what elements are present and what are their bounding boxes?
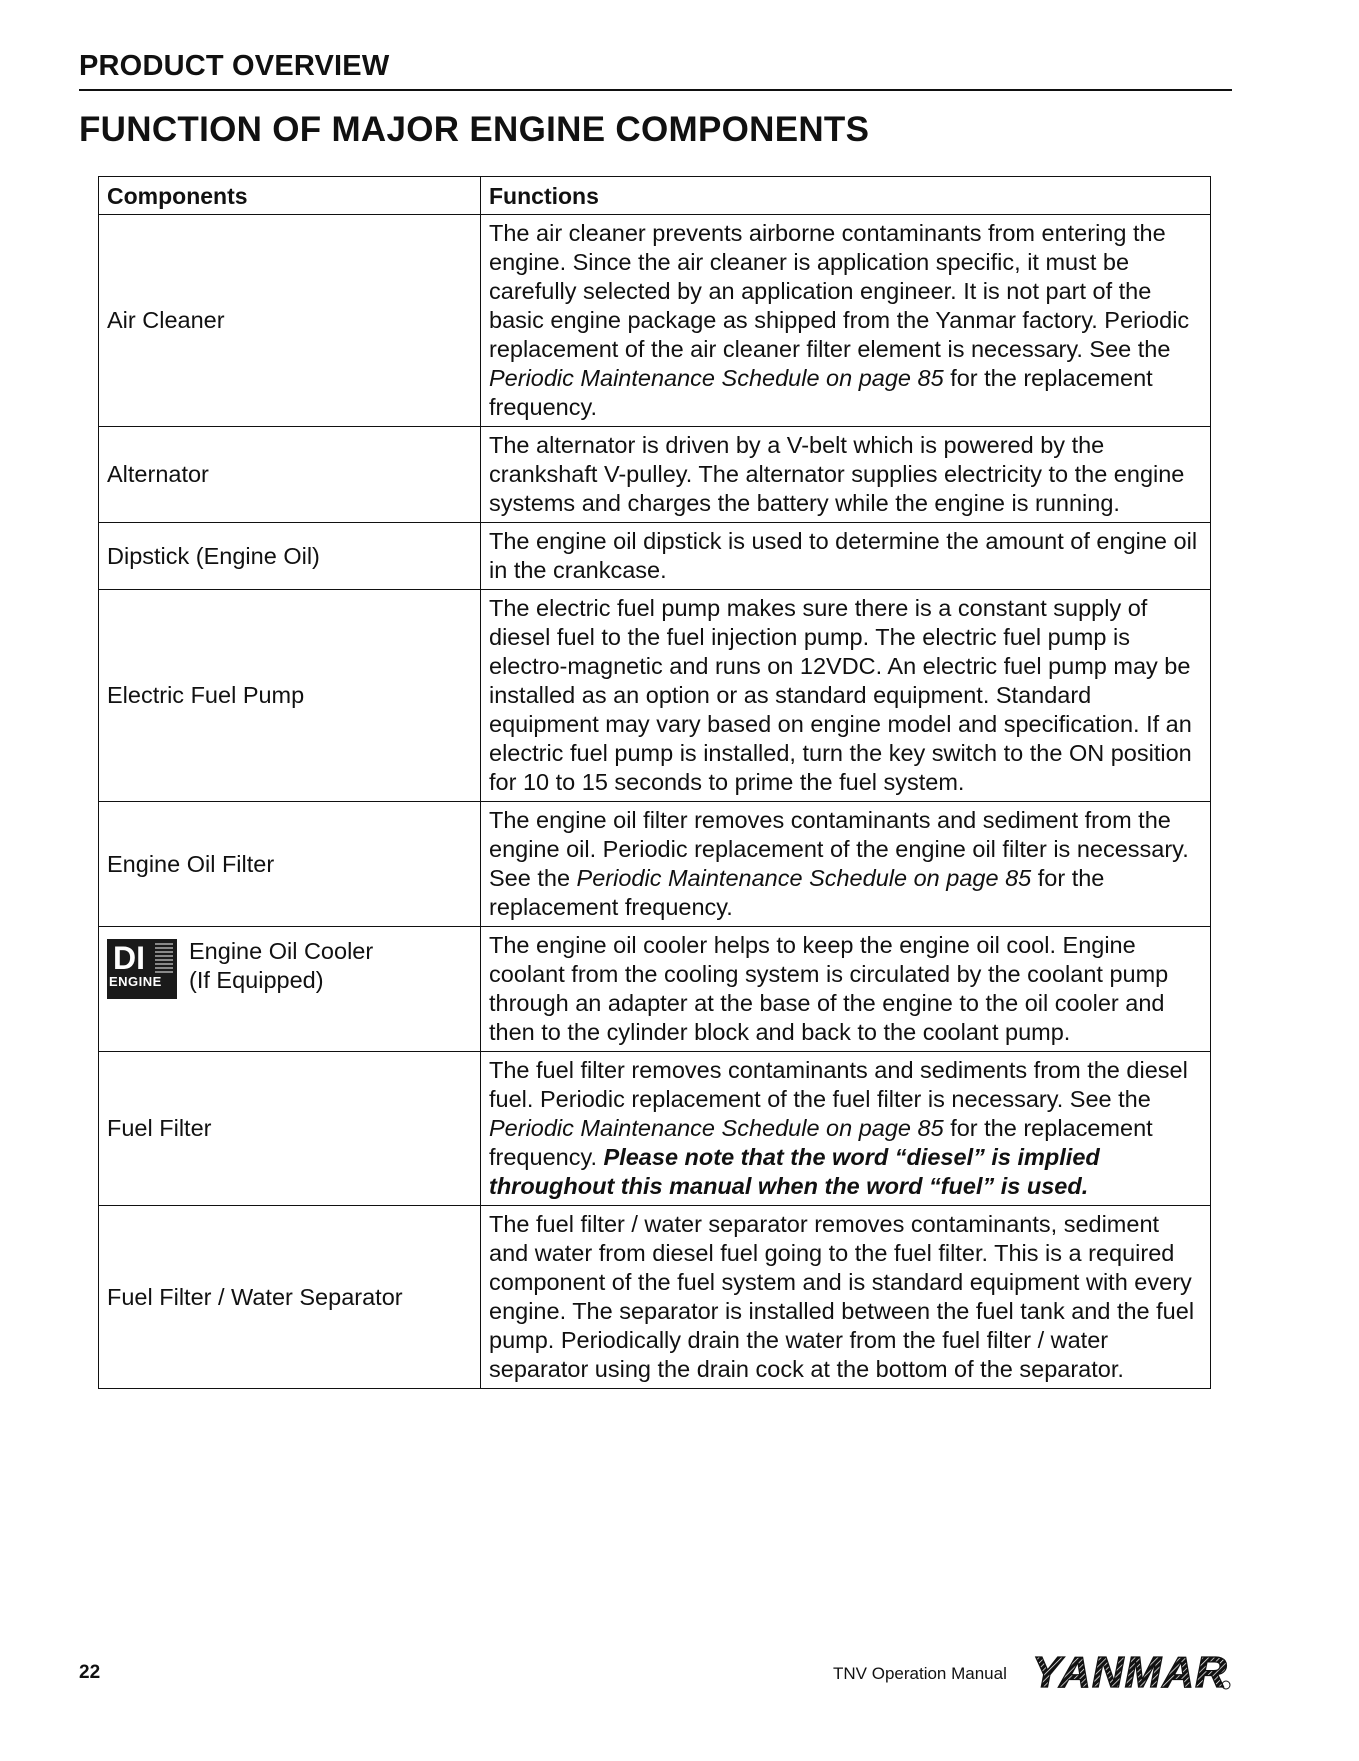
table-row [99, 802, 1211, 927]
table-body [99, 215, 1211, 1389]
table-row [99, 523, 1211, 590]
component-cell [99, 523, 481, 590]
manual-name: TNV Operation Manual [833, 1664, 1007, 1683]
component-name: Fuel Filter [107, 1115, 212, 1141]
function-cell [481, 802, 1211, 927]
cross-reference-text: Periodic Maintenance Schedule on page 85 [576, 865, 1032, 891]
component-cell [99, 590, 481, 802]
page-number: 22 [79, 1662, 101, 1683]
function-text: The engine oil cooler helps to keep the engine oil cool. Engine coolant from the cooling system is circulated by the coolant pump through an adapter at the base of the engine to the oil cooler and then to the cylinder block and back to the coolant pump. [489, 932, 1169, 1045]
table-row [99, 590, 1211, 802]
badge-di-text: DI [113, 940, 145, 976]
component-with-badge [107, 937, 472, 999]
table-header-row [99, 177, 1211, 215]
component-name: Engine Oil Cooler (If Equipped) [189, 938, 374, 993]
table-row [99, 1052, 1211, 1206]
function-text: The fuel filter removes contaminants and sediments from the diesel fuel. Periodic replacement of the fuel filter is necessary. See the [489, 1057, 1188, 1112]
table-row [99, 215, 1211, 427]
component-name: Dipstick (Engine Oil) [107, 542, 320, 569]
function-text: for the replacement frequency. [489, 365, 1153, 420]
function-cell [481, 927, 1211, 1052]
function-text: The fuel filter / water separator removes contaminants, sediment and water from diesel fuel going to the fuel filter. This is a required component of the fuel system and is standard equipment with every engine. The separator is installed between the fuel tank and the fuel pump. Periodically drain the water from the fuel filter / water separator using the drain cock at the bottom of the separator. [489, 1211, 1195, 1382]
function-text: The air cleaner prevents airborne contaminants from entering the engine. Since the air cleaner is application specific, it must be carefully selected by an application engineer. It is not part of the basic engine package as shipped from the Yanmar factory. Periodic replacement of the air cleaner filter element is necessary. See the [489, 220, 1190, 362]
page-title: FUNCTION OF MAJOR ENGINE COMPONENTS [79, 110, 870, 149]
table-row [99, 927, 1211, 1052]
function-text: The electric fuel pump makes sure there is a constant supply of diesel fuel to the fuel injection pump. The electric fuel pump is electro-magnetic and runs on 12VDC. An electric fuel pump may be installed as an option or as standard equipment. Standard equipment may vary based on engine model and specification. If an electric fuel pump is installed, turn the key switch to the ON position for 10 to 15 seconds to prime the fuel system. [489, 595, 1192, 795]
section-header [79, 50, 1232, 91]
table-row [99, 427, 1211, 523]
component-cell [99, 1206, 481, 1389]
yanmar-logo [1032, 1647, 1232, 1693]
column-header-functions: Functions [481, 177, 1211, 215]
component-name: Electric Fuel Pump [107, 682, 305, 708]
function-text: for the replacement frequency. [489, 1115, 1153, 1170]
column-header-components: Components [99, 177, 481, 215]
function-cell [481, 590, 1211, 802]
component-name: Engine Oil Filter [107, 850, 275, 877]
di-engine-badge-icon [107, 939, 177, 999]
function-text: The alternator is driven by a V-belt which is powered by the crankshaft V-pulley. The alternator supplies electricity to the engine systems and charges the battery while the engine is running. [489, 432, 1185, 516]
component-cell [99, 802, 481, 927]
components-table [98, 176, 1211, 1389]
component-name: Fuel Filter / Water Separator [107, 1283, 403, 1310]
function-cell [481, 427, 1211, 523]
function-cell [481, 523, 1211, 590]
component-cell [99, 1052, 481, 1206]
badge-engine-text: ENGINE [109, 974, 162, 989]
function-text: for the replacement frequency. [489, 865, 1105, 920]
component-name: Alternator [107, 461, 209, 487]
cross-reference-text: Periodic Maintenance Schedule on page 85 [489, 365, 944, 391]
emphasis-note: Please note that the word “diesel” is implied throughout this manual when the word “fuel” is used. [489, 1144, 1100, 1199]
function-text: The engine oil filter removes contaminants and sediment from the engine oil. Periodic replacement of the engine oil filter is necessary. See the [489, 807, 1189, 891]
component-name: Air Cleaner [107, 307, 225, 333]
component-cell [99, 427, 481, 523]
section-title: PRODUCT OVERVIEW [79, 50, 390, 82]
function-cell [481, 215, 1211, 427]
component-cell [99, 215, 481, 427]
function-cell [481, 1206, 1211, 1389]
function-cell [481, 1052, 1211, 1206]
component-cell [99, 927, 481, 1052]
cross-reference-text: Periodic Maintenance Schedule on page 85 [489, 1115, 944, 1141]
function-text: The engine oil dipstick is used to determine the amount of engine oil in the crankcase. [489, 528, 1198, 583]
table-row [99, 1206, 1211, 1389]
svg-text:YANMAR: YANMAR [1032, 1648, 1228, 1693]
